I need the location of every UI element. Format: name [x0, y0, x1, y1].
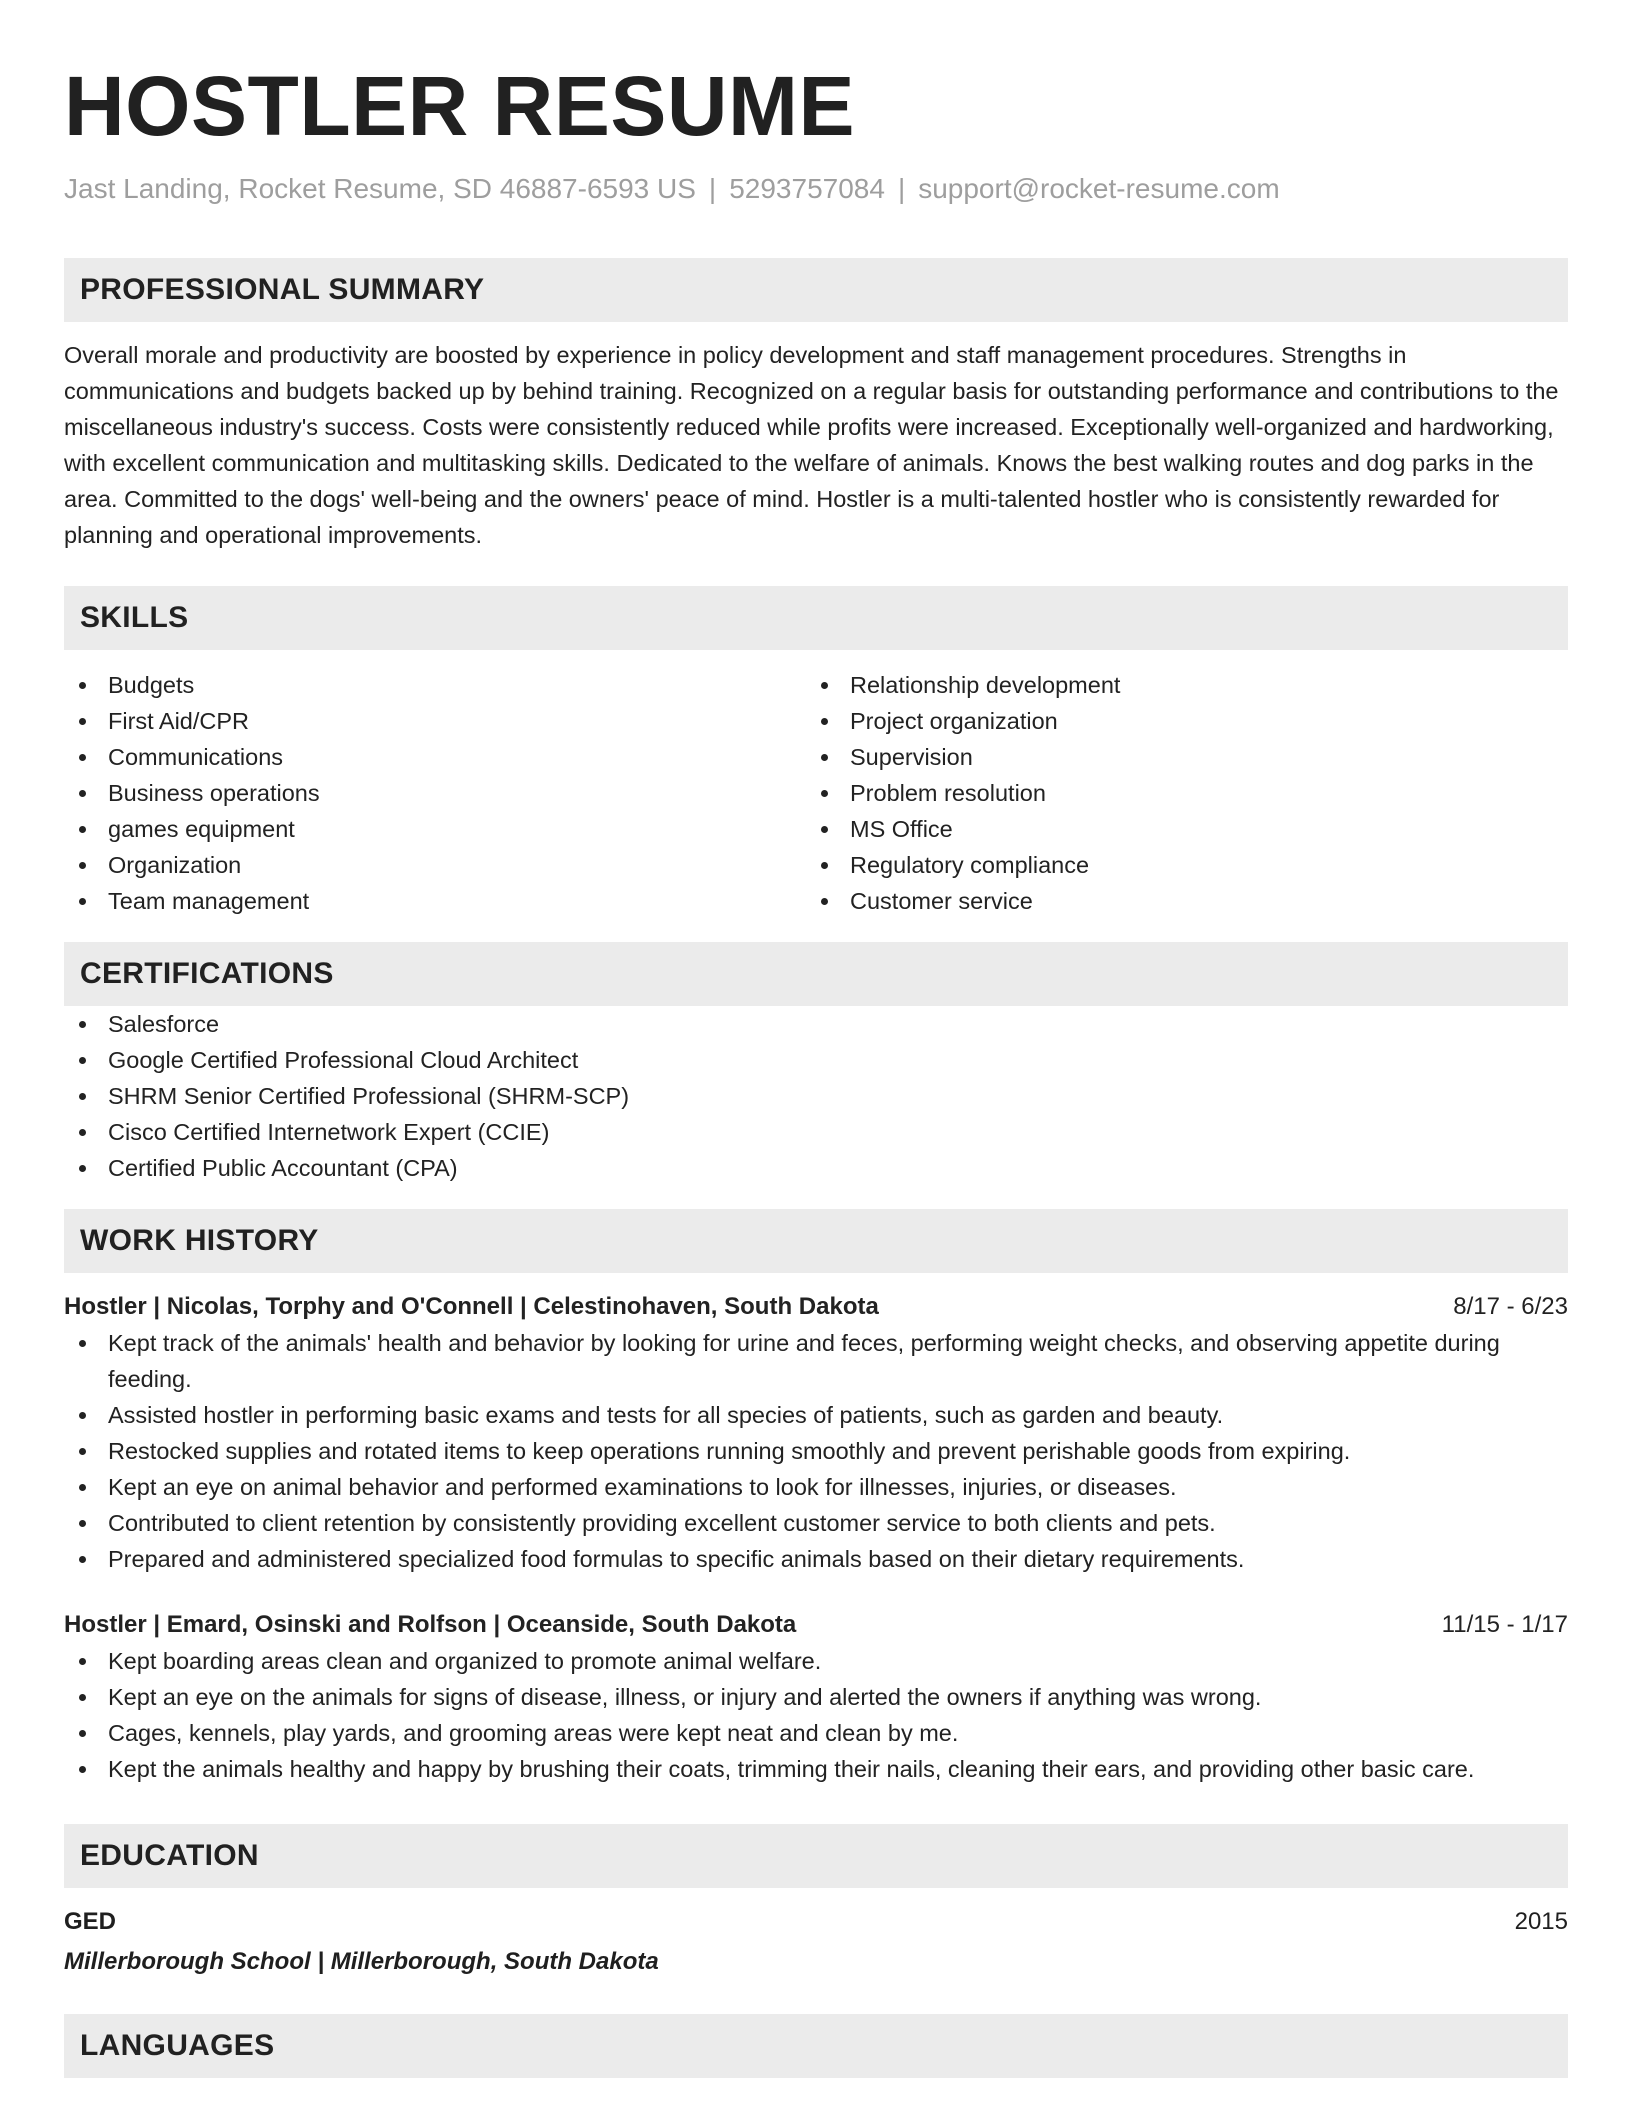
- education-header: [64, 1904, 1568, 1940]
- contact-line: [64, 171, 1568, 207]
- job-duty: Restocked supplies and rotated items to keep operations running smoothly and prevent perishable goods from expiring.: [64, 1433, 1568, 1469]
- certification-item: Salesforce: [64, 1006, 1568, 1042]
- job-duty: Kept track of the animals' health and behavior by looking for urine and feces, performing weight checks, and observing appetite during feeding.: [64, 1325, 1568, 1397]
- job-title: Hostler | Emard, Osinski and Rolfson | Oceanside, South Dakota: [64, 1611, 797, 1638]
- skill-item: First Aid/CPR: [64, 703, 806, 739]
- resume-title: HOSTLER RESUME: [64, 59, 856, 153]
- skill-item: Supervision: [806, 739, 1548, 775]
- job-duty: Assisted hostler in performing basic exams and tests for all species of patients, such as garden and beauty.: [64, 1397, 1568, 1433]
- job-title: Hostler | Nicolas, Torphy and O'Connell | Celestinohaven, South Dakota: [64, 1293, 879, 1320]
- job-duty: Kept boarding areas clean and organized to promote animal welfare.: [64, 1643, 1568, 1679]
- skill-item: MS Office: [806, 811, 1548, 847]
- certification-item: Cisco Certified Internetwork Expert (CCIE): [64, 1114, 1568, 1150]
- skill-item: games equipment: [64, 811, 806, 847]
- job-duty: Kept an eye on animal behavior and performed examinations to look for illnesses, injuries, or diseases.: [64, 1469, 1568, 1505]
- job-entry: [64, 1607, 1568, 1787]
- skill-item: Problem resolution: [806, 775, 1548, 811]
- job-duty: Prepared and administered specialized food formulas to specific animals based on their dietary requirements.: [64, 1541, 1568, 1577]
- skill-item: Budgets: [64, 667, 806, 703]
- skill-item: Business operations: [64, 775, 806, 811]
- section-heading-education: EDUCATION: [64, 1824, 1568, 1888]
- skill-item: Organization: [64, 847, 806, 883]
- skill-item: Relationship development: [806, 667, 1548, 703]
- summary-text: Overall morale and productivity are boosted by experience in policy development and staff management procedures. Strengths in communications and budgets backed up by behind training. Recognized on a regular basis for outstanding performance and contributions to the miscellaneous industry's success. Costs were consistently reduced while profits were increased. Exceptionally well-organized and hardworking, with excellent communication and multitasking skills. Dedicated to the welfare of animals. Knows the best walking routes and dog parks in the area. Committed to the dogs' well-being and the owners' peace of mind. Hostler is a multi-talented hostler who is consistently rewarded for planning and operational improvements.: [64, 342, 1559, 548]
- section-heading-summary: PROFESSIONAL SUMMARY: [64, 258, 1568, 322]
- section-heading-languages: LANGUAGES: [64, 2014, 1568, 2078]
- certification-item: SHRM Senior Certified Professional (SHRM-SCP): [64, 1078, 1568, 1114]
- certification-item: Google Certified Professional Cloud Architect: [64, 1042, 1568, 1078]
- section-heading-certifications: CERTIFICATIONS: [64, 942, 1568, 1006]
- job-dates: 11/15 - 1/17: [1441, 1611, 1568, 1638]
- contact-separator: |: [708, 173, 717, 204]
- section-heading-work-history: WORK HISTORY: [64, 1209, 1568, 1273]
- skills-list-right: [806, 667, 1548, 919]
- contact-separator: |: [897, 173, 906, 204]
- contact-address: Jast Landing, Rocket Resume, SD 46887-6593 US: [64, 173, 696, 204]
- job-duty: Kept the animals healthy and happy by brushing their coats, trimming their nails, cleaning their ears, and providing other basic care.: [64, 1751, 1568, 1787]
- contact-phone: 5293757084: [729, 173, 885, 204]
- job-duties-list: [64, 1325, 1568, 1577]
- job-duty: Kept an eye on the animals for signs of disease, illness, or injury and alerted the owners if anything was wrong.: [64, 1679, 1568, 1715]
- job-duty: Contributed to client retention by consistently providing excellent customer service to both clients and pets.: [64, 1505, 1568, 1541]
- skill-item: Team management: [64, 883, 806, 919]
- job-duties-list: [64, 1643, 1568, 1787]
- section-heading-skills: SKILLS: [64, 586, 1568, 650]
- skills-list-left: [64, 667, 806, 919]
- skill-item: Communications: [64, 739, 806, 775]
- skill-item: Project organization: [806, 703, 1548, 739]
- education-school: Millerborough School | Millerborough, South Dakota: [64, 1948, 659, 1975]
- skill-item: Regulatory compliance: [806, 847, 1548, 883]
- job-entry: [64, 1289, 1568, 1577]
- job-header: [64, 1607, 1568, 1643]
- skills-columns: [64, 667, 1568, 919]
- skill-item: Customer service: [806, 883, 1548, 919]
- contact-email: support@rocket-resume.com: [918, 173, 1280, 204]
- job-dates: 8/17 - 6/23: [1453, 1293, 1568, 1320]
- education-year: 2015: [1514, 1908, 1568, 1935]
- resume-page: [64, 0, 1568, 2078]
- education-degree: GED: [64, 1908, 117, 1935]
- job-duty: Cages, kennels, play yards, and grooming areas were kept neat and clean by me.: [64, 1715, 1568, 1751]
- certifications-list: [64, 1006, 1568, 1186]
- job-header: [64, 1289, 1568, 1325]
- certification-item: Certified Public Accountant (CPA): [64, 1150, 1568, 1186]
